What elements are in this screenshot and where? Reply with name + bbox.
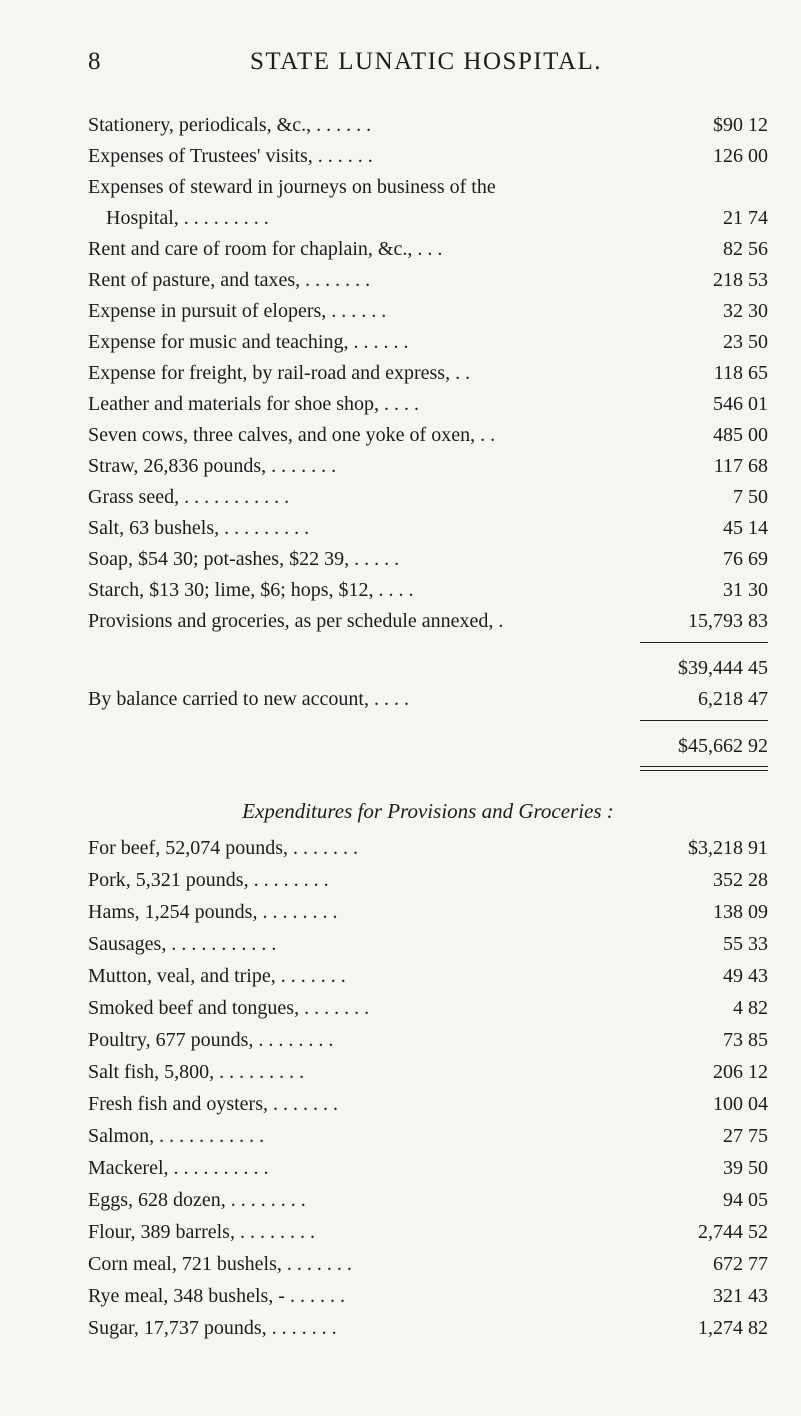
row-amount: 32 30 — [723, 300, 768, 322]
row-label: Smoked beef and tongues, . . . . . . . — [88, 997, 370, 1019]
row-label: Stationery, periodicals, &c., . . . . . . — [88, 114, 372, 136]
row-amount: 117 68 — [713, 455, 768, 477]
row-amount: 55 33 — [723, 933, 768, 955]
row-amount: 45 14 — [723, 517, 768, 539]
ledger-row — [88, 606, 768, 636]
row-amount: 21 74 — [723, 207, 768, 229]
ledger-row — [88, 265, 768, 295]
total-double-rule — [640, 766, 768, 771]
row-amount: 27 75 — [723, 1125, 768, 1147]
row-label: Flour, 389 barrels, . . . . . . . . — [88, 1221, 315, 1243]
row-label: Sausages, . . . . . . . . . . . — [88, 933, 277, 955]
row-label: Grass seed, . . . . . . . . . . . — [88, 486, 290, 508]
row-label: Hospital, . . . . . . . . . — [106, 207, 269, 229]
row-label: Corn meal, 721 bushels, . . . . . . . — [88, 1253, 352, 1275]
ledger-row — [88, 1153, 768, 1183]
row-amount: 485 00 — [713, 424, 768, 446]
row-amount: 126 00 — [713, 145, 768, 167]
subtotal-row — [88, 653, 768, 683]
row-label: Salmon, . . . . . . . . . . . — [88, 1125, 265, 1147]
row-label: Hams, 1,254 pounds, . . . . . . . . — [88, 901, 338, 923]
row-amount: 100 04 — [713, 1093, 768, 1115]
ledger-row — [88, 513, 768, 543]
total-row — [88, 731, 768, 761]
row-label: Seven cows, three calves, and one yoke of oxen, . . — [88, 424, 496, 446]
row-label: Expenses of Trustees' visits, . . . . . . — [88, 145, 373, 167]
subtotal-amount: $39,444 45 — [678, 657, 768, 679]
ledger-row — [88, 296, 768, 326]
ledger-row — [88, 1121, 768, 1151]
subtotal-rule — [640, 642, 768, 643]
page-header — [0, 48, 801, 84]
row-amount: 39 50 — [723, 1157, 768, 1179]
ledger-row — [88, 1217, 768, 1247]
ledger-row — [88, 897, 768, 927]
row-label: Soap, $54 30; pot-ashes, $22 39, . . . . . — [88, 548, 400, 570]
row-label: By balance carried to new account, . . . . — [88, 688, 409, 710]
ledger-row — [88, 1025, 768, 1055]
row-amount: $90 12 — [713, 114, 768, 136]
row-label: Straw, 26,836 pounds, . . . . . . . — [88, 455, 337, 477]
ledger-row — [88, 141, 768, 171]
row-amount: 49 43 — [723, 965, 768, 987]
row-label: Salt fish, 5,800, . . . . . . . . . — [88, 1061, 305, 1083]
row-amount: 15,793 83 — [688, 610, 768, 632]
row-amount: 76 69 — [723, 548, 768, 570]
row-amount: 94 05 — [723, 1189, 768, 1211]
row-amount: 31 30 — [723, 579, 768, 601]
row-amount: 73 85 — [723, 1029, 768, 1051]
row-label: Pork, 5,321 pounds, . . . . . . . . — [88, 869, 329, 891]
row-amount: 1,274 82 — [698, 1317, 768, 1339]
row-amount: 82 56 — [723, 238, 768, 260]
row-label: Salt, 63 bushels, . . . . . . . . . — [88, 517, 310, 539]
row-label: Sugar, 17,737 pounds, . . . . . . . — [88, 1317, 337, 1339]
ledger-row — [88, 1281, 768, 1311]
row-label: Mackerel, . . . . . . . . . . — [88, 1157, 269, 1179]
ledger-row — [88, 1185, 768, 1215]
ledger-row — [88, 993, 768, 1023]
ledger-row — [88, 1249, 768, 1279]
row-label: Rent of pasture, and taxes, . . . . . . . — [88, 269, 371, 291]
row-label: Expense for freight, by rail-road and express, . . — [88, 362, 471, 384]
ledger-row — [88, 1313, 768, 1343]
page-number: 8 — [88, 48, 102, 75]
ledger-row — [88, 833, 768, 863]
ledger-row — [88, 110, 768, 140]
ledger-row — [88, 961, 768, 991]
row-amount: 206 12 — [713, 1061, 768, 1083]
ledger-row — [88, 327, 768, 357]
ledger-row — [88, 389, 768, 419]
row-amount: 218 53 — [713, 269, 768, 291]
row-amount: 352 28 — [713, 869, 768, 891]
row-label: Eggs, 628 dozen, . . . . . . . . — [88, 1189, 306, 1211]
ledger-row — [88, 544, 768, 574]
row-label: Expenses of steward in journeys on business of the — [88, 176, 496, 198]
row-amount: $3,218 91 — [688, 837, 768, 859]
running-title: STATE LUNATIC HOSPITAL. — [250, 48, 603, 75]
total-amount: $45,662 92 — [678, 735, 768, 757]
ledger-row — [88, 234, 768, 264]
provisions-heading: Expenditures for Provisions and Groceries : — [242, 799, 614, 823]
row-amount: 321 43 — [713, 1285, 768, 1307]
ledger-row — [88, 929, 768, 959]
row-amount: 138 09 — [713, 901, 768, 923]
row-label: Rye meal, 348 bushels, - . . . . . . — [88, 1285, 345, 1307]
ledger-row — [88, 358, 768, 388]
total-rule — [640, 720, 768, 721]
row-label: Expense in pursuit of elopers, . . . . . . — [88, 300, 387, 322]
ledger-row — [88, 1089, 768, 1119]
row-label: Poultry, 677 pounds, . . . . . . . . — [88, 1029, 334, 1051]
row-label: Mutton, veal, and tripe, . . . . . . . — [88, 965, 346, 987]
ledger-row — [88, 865, 768, 895]
row-label: Starch, $13 30; lime, $6; hops, $12, . . . . — [88, 579, 414, 601]
row-label: For beef, 52,074 pounds, . . . . . . . — [88, 837, 358, 859]
ledger-row — [88, 203, 768, 233]
row-amount: 672 77 — [713, 1253, 768, 1275]
row-amount: 6,218 47 — [698, 688, 768, 710]
row-amount: 118 65 — [713, 362, 768, 384]
ledger-row — [88, 172, 768, 202]
ledger-row — [88, 575, 768, 605]
row-amount: 4 82 — [733, 997, 768, 1019]
ledger-row — [88, 1057, 768, 1087]
row-amount: 2,744 52 — [698, 1221, 768, 1243]
row-label: Provisions and groceries, as per schedule annexed, . — [88, 610, 504, 632]
ledger-row — [88, 482, 768, 512]
ledger-row — [88, 451, 768, 481]
row-label: Fresh fish and oysters, . . . . . . . — [88, 1093, 338, 1115]
row-amount: 7 50 — [733, 486, 768, 508]
row-label: Expense for music and teaching, . . . . . . — [88, 331, 409, 353]
row-amount: 546 01 — [713, 393, 768, 415]
row-label: Leather and materials for shoe shop, . . . . — [88, 393, 420, 415]
balance-row — [88, 684, 768, 714]
row-amount: 23 50 — [723, 331, 768, 353]
row-label: Rent and care of room for chaplain, &c., . . . — [88, 238, 443, 260]
ledger-row — [88, 420, 768, 450]
